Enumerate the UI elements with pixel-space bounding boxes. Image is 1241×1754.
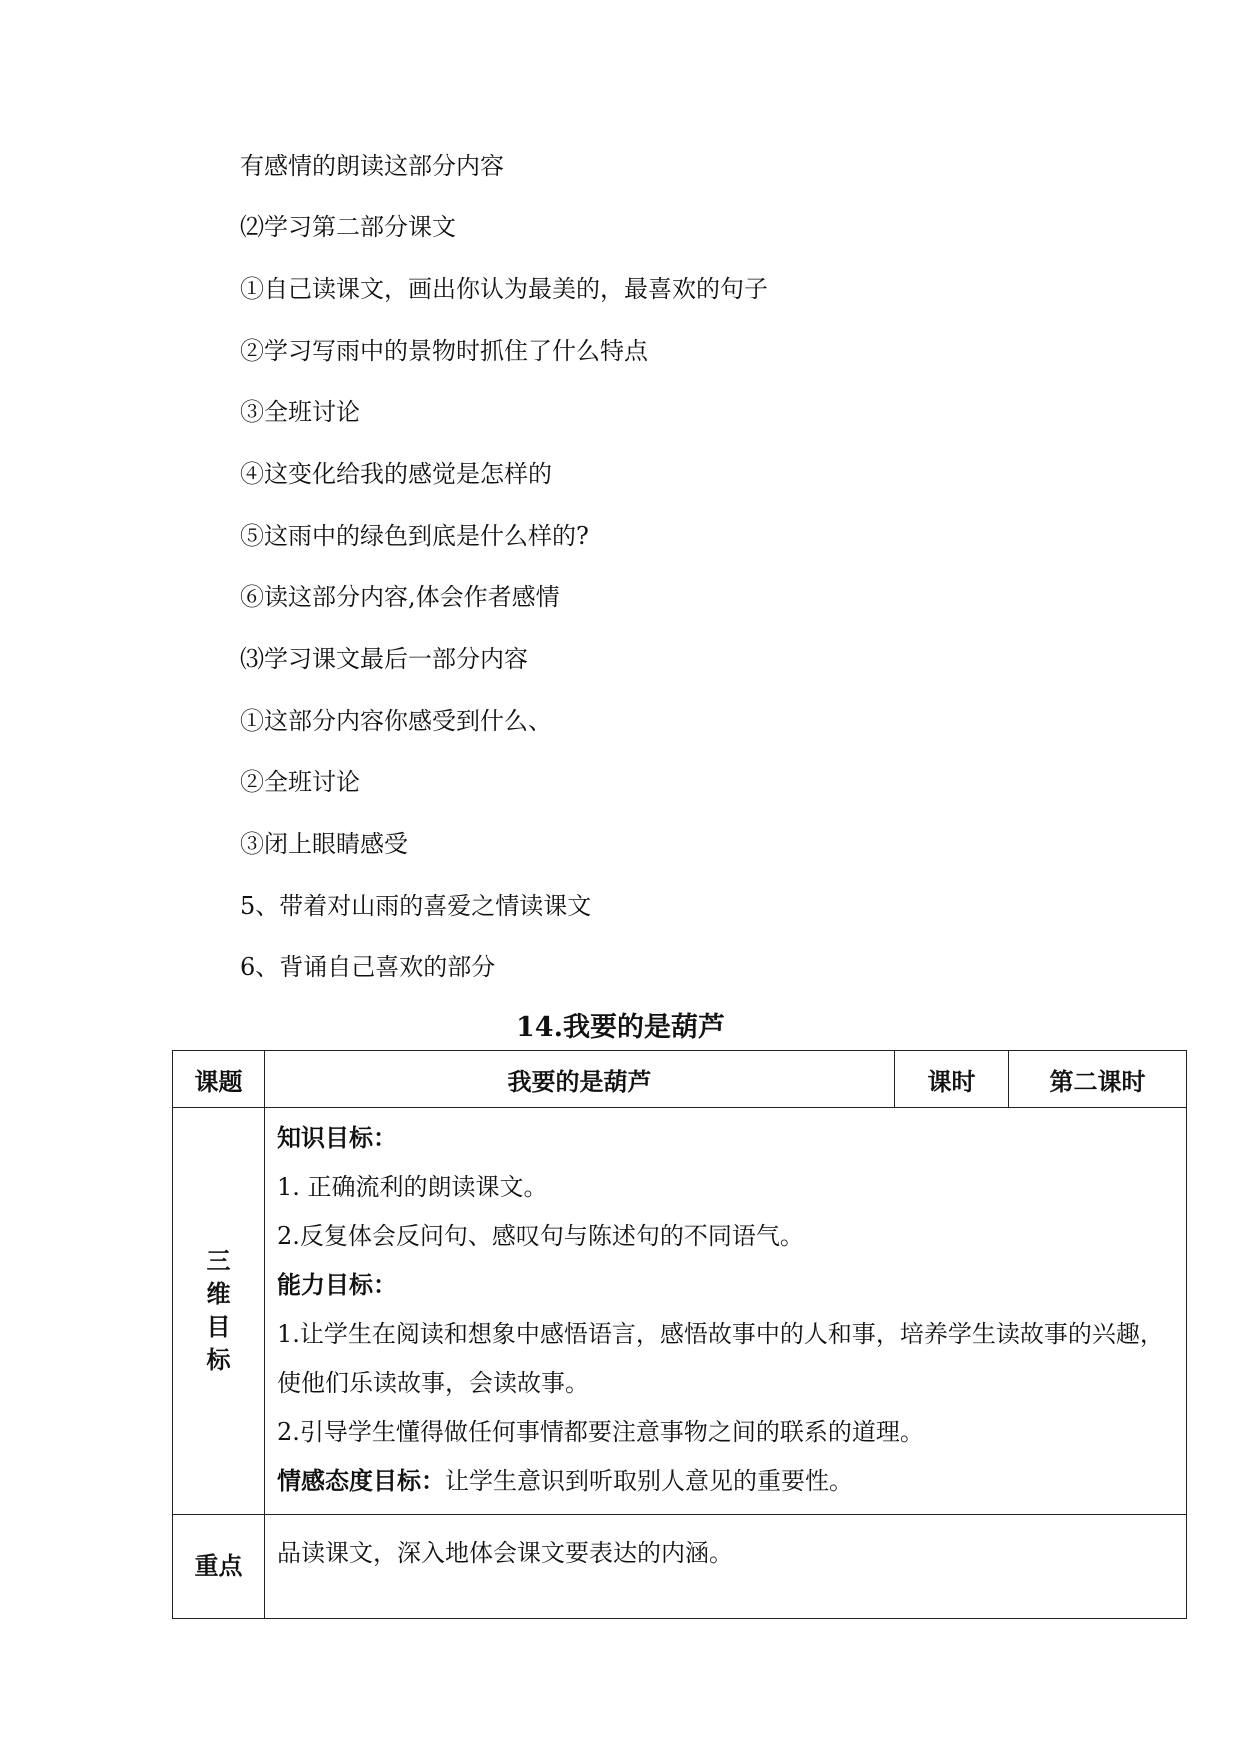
ability-goal-item: 2.引导学生懂得做任何事情都要注意事物之间的联系的道理。: [277, 1418, 924, 1446]
step-line: ④这变化给我的感觉是怎样的: [240, 460, 552, 488]
knowledge-goal-item: 1. 正确流利的朗读课文。: [277, 1173, 548, 1201]
goals-label-char: 目: [206, 1313, 231, 1341]
period-value: 第二课时: [1009, 1051, 1187, 1108]
step-line: 5、带着对山雨的喜爱之情读课文: [240, 892, 592, 920]
lesson-plan-table: [172, 1050, 1187, 1619]
step-line: ①这部分内容你感受到什么、: [240, 707, 552, 735]
step-line: ②学习写雨中的景物时抓住了什么特点: [240, 337, 648, 365]
emotion-goal-heading: 情感态度目标：: [277, 1467, 445, 1495]
step-line: ⑤这雨中的绿色到底是什么样的?: [240, 522, 589, 550]
goals-label-char: 三: [206, 1247, 231, 1275]
step-line: ⑥读这部分内容,体会作者感情: [240, 583, 560, 611]
key-point-text: 品读课文，深入地体会课文要表达的内涵。: [265, 1515, 1187, 1619]
emotion-goal: [277, 1457, 1176, 1506]
ability-goal-heading: 能力目标：: [277, 1271, 397, 1299]
emotion-goal-text: 让学生意识到听取别人意见的重要性。: [445, 1467, 853, 1495]
step-line: 6、背诵自己喜欢的部分: [240, 953, 496, 981]
lesson-title: 14.我要的是葫芦: [516, 1012, 725, 1043]
step-line: ⑶学习课文最后一部分内容: [240, 645, 528, 673]
period-label: 课时: [895, 1051, 1009, 1108]
step-line: ②全班讨论: [240, 768, 360, 796]
step-line: 有感情的朗读这部分内容: [240, 152, 504, 180]
goals-label-char: 维: [206, 1280, 231, 1308]
goals-label-char: 标: [206, 1346, 231, 1374]
goals-row: [173, 1108, 1187, 1515]
topic-value: 我要的是葫芦: [265, 1051, 895, 1108]
step-line: ③全班讨论: [240, 398, 360, 426]
knowledge-goal-item: 2.反复体会反问句、感叹句与陈述句的不同语气。: [277, 1222, 804, 1250]
step-line: ⑵学习第二部分课文: [240, 213, 456, 241]
key-point-label: 重点: [173, 1515, 265, 1619]
topic-label: 课题: [173, 1051, 265, 1108]
goals-content: [265, 1108, 1187, 1515]
key-point-row: [173, 1515, 1187, 1619]
knowledge-goal-heading: 知识目标：: [277, 1124, 397, 1152]
table-header-row: [173, 1051, 1187, 1108]
step-line: ①自己读课文，画出你认为最美的，最喜欢的句子: [240, 275, 768, 303]
goals-label: [173, 1108, 265, 1515]
ability-goal-item: 1.让学生在阅读和想象中感悟语言，感悟故事中的人和事，培养学生读故事的兴趣，使他们乐读故事，会读故事。: [277, 1320, 1164, 1397]
step-line: ③闭上眼睛感受: [240, 830, 408, 858]
